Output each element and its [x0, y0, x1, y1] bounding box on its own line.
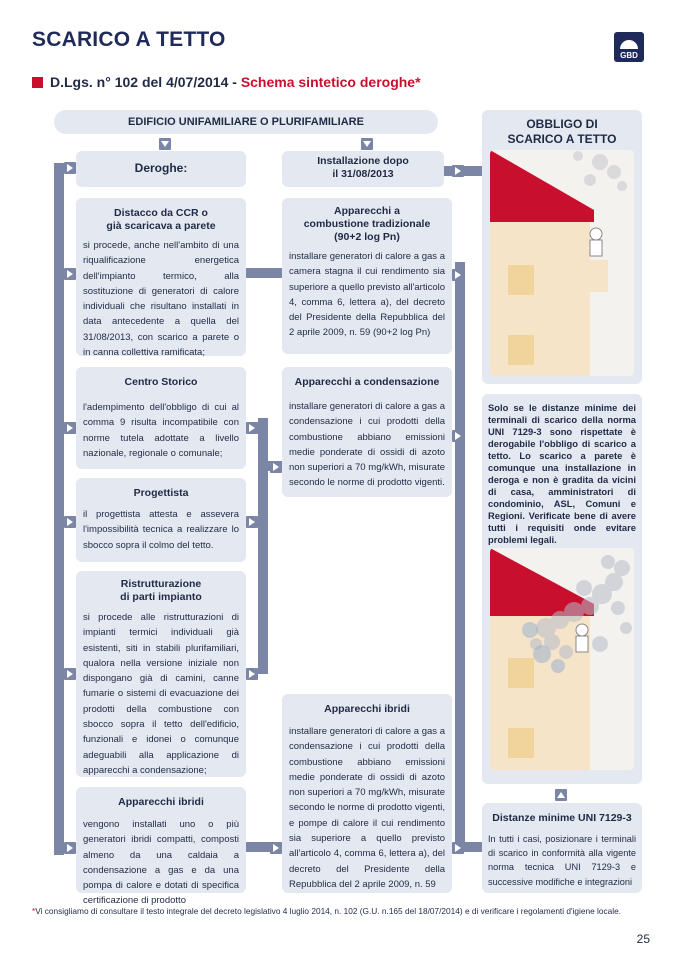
deroga-ibridi: [76, 787, 246, 907]
apparecchi-title: Apparecchi ibridi: [324, 703, 410, 715]
deroga-body: il progettista attesta e assevera l'impossibilità tecnica a realizzare lo sbocco sopra il colmo del tetto.: [83, 509, 239, 551]
distanze-title: Distanze minime UNI 7129-3: [492, 812, 632, 824]
logo-text: GBD: [620, 51, 638, 60]
arrow-deroghe: [64, 162, 76, 174]
deroga-ristrutturazione: [76, 571, 246, 777]
apparecchi-condensazione: [282, 367, 452, 497]
distanze-panel: [482, 803, 642, 893]
house-roof-icon: [490, 150, 634, 376]
arrow-down-middle: [361, 138, 373, 150]
arrow-ristrutturazione-out: [246, 668, 258, 680]
house-illustration-roof-exhaust: [490, 150, 634, 376]
building-type-box: [54, 110, 438, 134]
house-smoke-icon: [490, 548, 634, 770]
arrow-tradizionale-out: [452, 269, 464, 281]
footnote-mark: *: [32, 906, 36, 916]
deroga-body: si procede alle ristrutturazioni di impianti termici individuali già esistenti, siti in stabili plurifamiliari, qualora nella versione iniziale non dispongano già di camini, canne fumarie o sistemi di evacuazione dei prodotti della combustione con sbocco sopra il tetto dell'edificio, funzionali e idonei o comunque adeguabili alla applicazione di apparecchi a condensazione;: [83, 612, 239, 776]
deroga-body: vengono installati uno o più generatori ibridi compatti, composti almeno da una caldaia a condensazione a gas e da una pompa di calore e dotati di specifica certificazione di prodotto: [83, 819, 239, 907]
arrow-down-left: [159, 138, 171, 150]
deroga-title: Apparecchi ibridi: [118, 796, 204, 808]
connector-ccr: [246, 268, 282, 278]
arrow-centro-out: [246, 422, 258, 434]
arrow-to-condensazione: [270, 461, 282, 473]
deroga-progettista: [76, 478, 246, 562]
left-spine: [54, 163, 64, 855]
footnote: [32, 906, 652, 916]
subtitle-prefix: D.Lgs. n° 102 del 4/07/2014 -: [50, 74, 241, 90]
arrow-up-distanze: [555, 789, 567, 801]
arrow-centro: [64, 422, 76, 434]
page-subtitle: [50, 74, 421, 90]
house-illustration-wall-exhaust: [490, 548, 634, 770]
installazione-header: [282, 151, 444, 187]
deroga-title: Distacco da CCR o già scaricava a parete: [106, 207, 216, 232]
distanze-body: In tutti i casi, posizionare i terminali di scarico in conformità alla vigente norma tecnica UNI 7129-3 e successive modifiche e integrazioni: [488, 834, 636, 887]
apparecchi-title: Apparecchi a condensazione: [294, 376, 440, 388]
page-number: 25: [636, 932, 650, 946]
deroga-title: Ristrutturazione di parti impianto: [120, 578, 202, 603]
apparecchi-title: Apparecchi a combustione tradizionale (90+2 log Pn): [303, 205, 431, 243]
apparecchi-tradizionali: [282, 198, 452, 354]
note-panel: [482, 394, 642, 784]
arrow-progettista-out: [246, 516, 258, 528]
deroga-body: l'adempimento dell'obbligo di cui al comma 9 risulta incompatibile con norme tutela adottate a livello nazionale, regionale o comunale;: [83, 402, 239, 459]
arrow-progettista: [64, 516, 76, 528]
arrow-ccr: [64, 268, 76, 280]
deroghe-header: [76, 151, 246, 187]
deroga-centro-storico: [76, 367, 246, 469]
deroga-ccr: [76, 198, 246, 359]
subtitle-bullet: [32, 77, 43, 88]
note-text: Solo se le distanze minime dei terminali di scarico della norma UNI 7129-3 sono rispettate è derogabile l'obbligo di scarico a tetto. Lo scarico a parete è comunque una installazione in deroga e non è gradita da vicini di casa, amministratori di condominio, ASL, Comuni e Regioni. Verificate bene di avere tutti i requisiti onde evitare problemi legali.: [488, 402, 636, 545]
page-title: SCARICO A TETTO: [32, 28, 226, 51]
deroga-title: Centro Storico: [124, 376, 198, 388]
subtitle-highlight: Schema sintetico deroghe*: [240, 74, 421, 90]
arrow-ristrutturazione: [64, 668, 76, 680]
apparecchi-ibridi: [282, 694, 452, 893]
obbligo-panel: [482, 110, 642, 384]
obbligo-title: OBBLIGO DI SCARICO A TETTO: [507, 117, 617, 146]
apparecchi-body: installare generatori di calore a gas a condensazione i cui prodotti della combustione abbiano emissioni medie ponderate di ossidi di azoto non superiori a 70 mg/kWh, misurate secondo le norme di prodotto vigenti.: [289, 401, 445, 489]
arrow-condensazione-out: [452, 430, 464, 442]
deroga-body: si procede, anche nell'ambito di una riqualificazione energetica dell'impianto termico, alla sostituzione di generatori di calore individuali che risultano installati in data antecedente a quella del 31/08/2013, con scarico a parete o in canna collettiva ramificata;: [83, 240, 239, 359]
deroga-title: Progettista: [133, 487, 189, 499]
building-type-label: EDIFICIO UNIFAMILIARE O PLURIFAMILIARE: [128, 116, 364, 128]
installazione-title: Installazione dopo il 31/08/2013: [317, 155, 409, 180]
inner-spine-middle: [455, 262, 465, 850]
arrow-ibridi-out: [452, 842, 464, 854]
gbd-logo: [614, 32, 644, 62]
footnote-text: Vi consigliamo di consultare il testo integrale del decreto legislativo 4 luglio 2014, n. 102 (G.U. n.165 del 18/07/2014) e di verificare i regolamenti d'igiene locale.: [35, 906, 622, 916]
apparecchi-body: installare generatori di calore a gas a camera stagna il cui rendimento sia superiore a quello previsto all'articolo 4, comma 6, lettera a), del decreto del Presidente della Repubblica del 2 aprile 2009, n. 59 (90+2 log Pn): [289, 251, 446, 339]
inner-spine-left: [258, 418, 268, 674]
arrow-install-out: [452, 165, 464, 177]
deroghe-title: Deroghe:: [134, 161, 188, 175]
arrow-ibridi-left: [64, 842, 76, 854]
apparecchi-body: installare generatori di calore a gas a condensazione i cui prodotti della combustione abbiano emissioni medie ponderate di ossidi di azoto non superiori a 70 mg/kWh, misurate secondo le norme di prodotto vigenti, e pompe di calore il cui rendimento sia superiore a quello previsto all'articolo 4, comma 6, lettera a), del decreto del Presidente della Repubblica del 2 aprile 2009, n. 59: [289, 726, 445, 890]
arrow-to-ibridi-middle: [270, 842, 282, 854]
